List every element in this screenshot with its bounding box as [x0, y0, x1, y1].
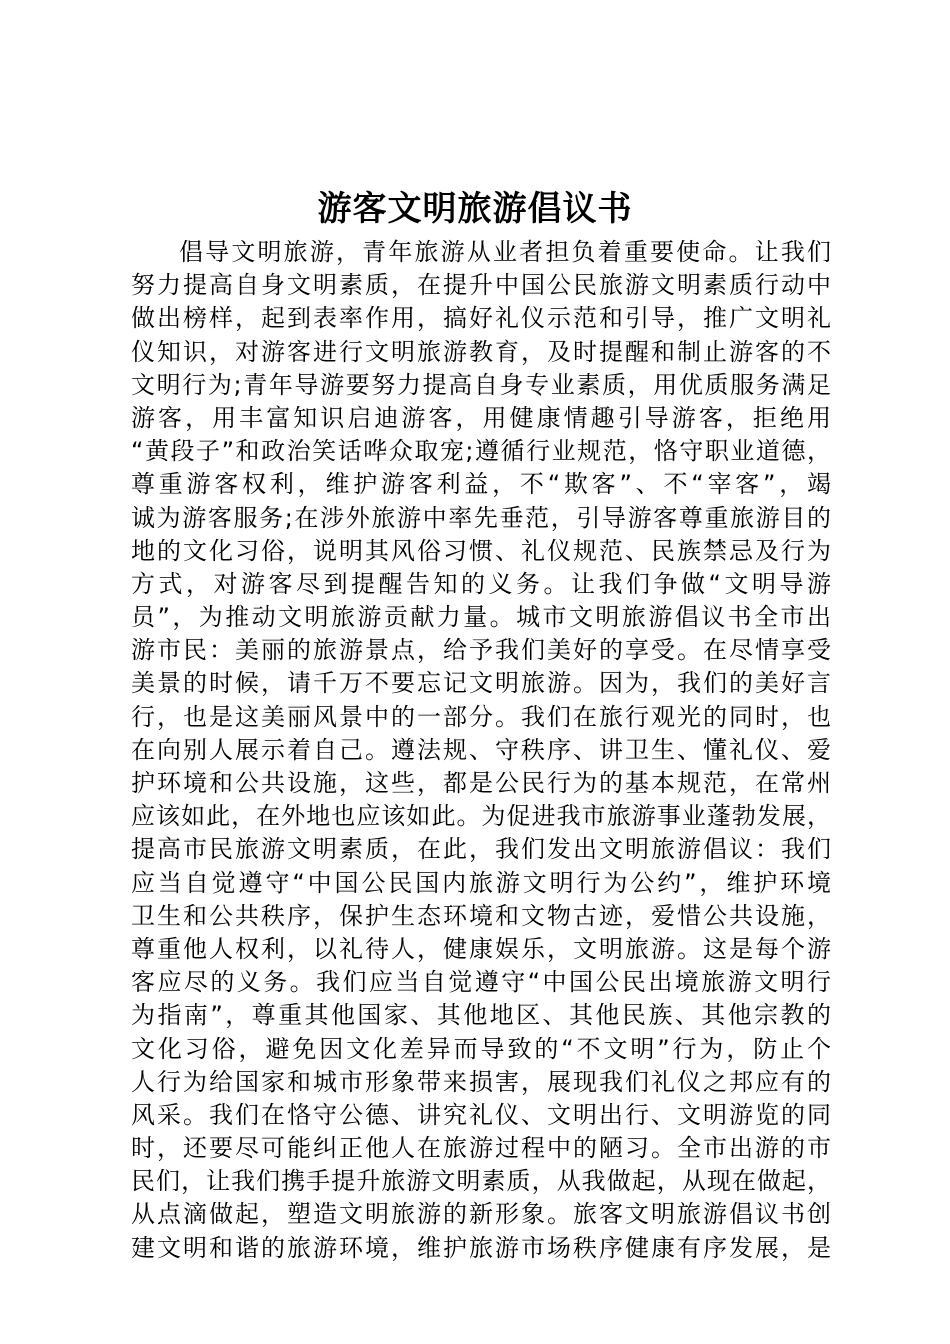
body-line: 为指南”，尊重其他国家、其他地区、其他民族、其他宗教的	[131, 1001, 831, 1030]
document-title: 游客文明旅游倡议书	[317, 189, 633, 229]
body-line: 行，也是这美丽风景中的一部分。我们在旅行观光的同时，也	[131, 702, 831, 731]
body-line: 游客，用丰富知识启迪游客，用健康情趣引导游客，拒绝用	[131, 403, 831, 432]
body-line: 时，还要尽可能纠正他人在旅游过程中的陋习。全市出游的市	[131, 1134, 831, 1163]
body-line: 护环境和公共设施，这些，都是公民行为的基本规范，在常州	[131, 769, 831, 797]
body-line: 员”，为推动文明旅游贡献力量。城市文明旅游倡议书全市出	[131, 603, 831, 632]
body-line: 风采。我们在恪守公德、讲究礼仪、文明出行、文明游览的同	[131, 1100, 831, 1129]
body-line: 文明行为;青年导游要努力提高自身专业素质，用优质服务满足	[131, 370, 831, 399]
body-line: 文化习俗，避免因文化差异而导致的“不文明”行为，防止个	[131, 1034, 831, 1063]
body-line: 努力提高自身文明素质，在提升中国公民旅游文明素质行动中	[131, 271, 831, 300]
body-line: 做出榜样，起到表率作用，搞好礼仪示范和引导，推广文明礼	[131, 304, 831, 333]
body-line: 建文明和谐的旅游环境，维护旅游市场秩序健康有序发展，是	[131, 1233, 831, 1262]
body-line: 地的文化习俗，说明其风俗习惯、礼仪规范、民族禁忌及行为	[131, 536, 831, 565]
document-body	[131, 236, 831, 1265]
body-line: 诚为游客服务;在涉外旅游中率先垂范，引导游客尊重旅游目的	[131, 503, 831, 532]
body-line: 美景的时候，请千万不要忘记文明旅游。因为，我们的美好言	[131, 669, 831, 698]
body-line: 民们，让我们携手提升旅游文明素质，从我做起，从现在做起，	[131, 1167, 831, 1196]
body-line: 倡导文明旅游，青年旅游从业者担负着重要使命。让我们	[179, 238, 831, 266]
body-line: 从点滴做起，塑造文明旅游的新形象。旅客文明旅游倡议书创	[131, 1200, 831, 1229]
body-line: 仪知识，对游客进行文明旅游教育，及时提醒和制止游客的不	[131, 337, 831, 366]
body-line: 尊重游客权利，维护游客利益，不“欺客”、不“宰客”，竭	[131, 470, 831, 499]
body-line: 应当自觉遵守“中国公民国内旅游文明行为公约”，维护环境	[131, 868, 831, 897]
body-line: 尊重他人权利，以礼待人，健康娱乐，文明旅游。这是每个游	[131, 934, 831, 963]
body-line: “黄段子”和政治笑话哗众取宠;遵循行业规范，恪守职业道德，	[131, 437, 831, 466]
body-line: 人行为给国家和城市形象带来损害，展现我们礼仪之邦应有的	[131, 1067, 831, 1096]
body-line: 卫生和公共秩序，保护生态环境和文物古迹，爱惜公共设施，	[131, 901, 831, 930]
body-line: 方式，对游客尽到提醒告知的义务。让我们争做“文明导游	[131, 569, 831, 598]
body-line: 游市民：美丽的旅游景点，给予我们美好的享受。在尽情享受	[131, 636, 831, 665]
body-line: 在向别人展示着自己。遵法规、守秩序、讲卫生、懂礼仪、爱	[131, 735, 831, 764]
body-line: 客应尽的义务。我们应当自觉遵守“中国公民出境旅游文明行	[131, 968, 831, 997]
body-line: 应该如此，在外地也应该如此。为促进我市旅游事业蓬勃发展，	[131, 802, 831, 831]
body-line: 提高市民旅游文明素质，在此，我们发出文明旅游倡议：我们	[131, 835, 831, 864]
